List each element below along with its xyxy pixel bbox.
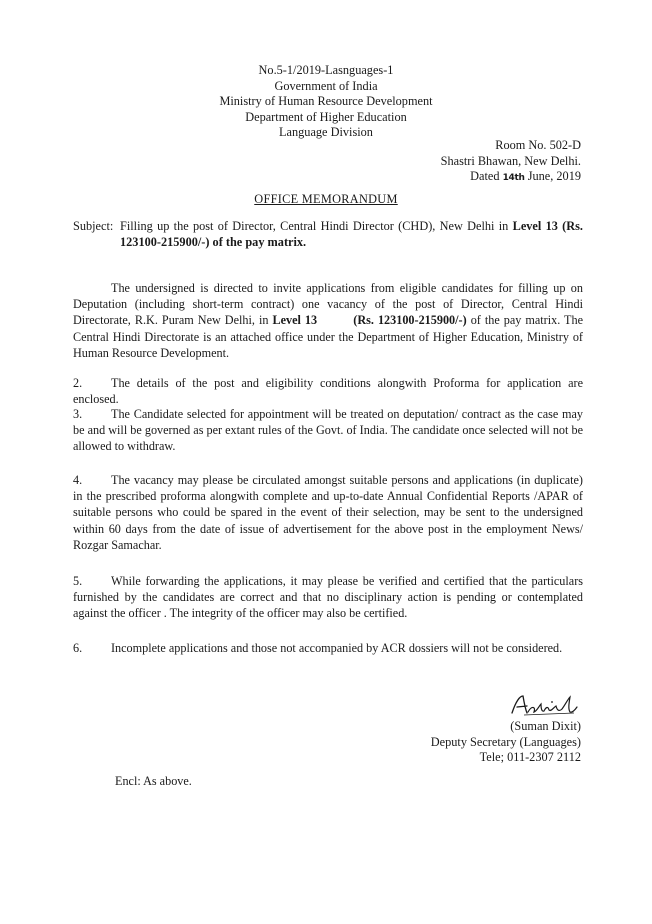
enclosure-note: Encl: As above. [115,774,192,788]
paragraph-3: 3. The Candidate selected for appointment will be treated on deputation/ contract as the case may be and will be governed as per extant rules of the Govt. of India. The candidate once selected will not be allowed to withdraw. [73,407,583,454]
date-line [441,169,581,187]
pay-level: Level 13 [272,313,318,328]
date-prefix: Dated [470,169,500,183]
handwritten-signature [508,693,580,719]
subject-text: Filling up the post of Director, Central Hindi Director (CHD), New Delhi in Level 13 (Rs. 123100-215900/-) of the pay matrix. [120,219,584,249]
paragraph-number: 5. [73,574,83,588]
signatory-block [431,719,581,766]
paragraph-number: 4. [73,473,83,487]
paragraph-4: 4. The vacancy may please be circulated amongst suitable persons and applications (in duplicate) in the prescribed proforma alongwith complete and up-to-date Annual Confidential Reports /APAR of suitable persons who could be spared in the event of their selection, may be sent to the undersigned within 60 days from the date of issue of advertisement for the above post in the employment News/ Rozgar Samachar. [73,473,583,552]
department-name: Department of Higher Education [245,109,407,124]
paragraph-2: 2. The details of the post and eligibility conditions alongwith Proforma for application are enclosed. [73,376,583,407]
subject-label: Subject: [73,219,114,233]
pay-scale: (Rs. 123100-215900/-) [353,313,467,328]
paragraph-5: 5. While forwarding the applications, it may please be verified and certified that the particulars furnished by the candidates are correct and that no disciplinary action is pending or contemplated against the officer . The integrity of the officer may also be certified. [73,574,583,621]
subject-pay-level: Level 13 (Rs. 123100-215900/-) of the pay matrix. [120,219,584,249]
ministry-name: Ministry of Human Resource Development [219,94,433,108]
letterhead [0,63,652,141]
paragraph-number: 2. [73,376,83,390]
paragraph-1: The undersigned is directed to invite applications from eligible candidates for filling up on Deputation (including short-term contract) one vacancy of the post of Director, Central Hindi Directorate, R.K. Puram New Delhi, in Level 13 (Rs. 123100-215900/-) of the pay matrix. The Central Hindi Directorate is an attached office under the Department of Higher Education, Ministry of Human Resource Development. [73,281,583,360]
signatory-designation: Deputy Secretary (Languages) [430,734,581,749]
date-rest: June, 2019 [527,169,581,183]
building-name: Shastri Bhawan, New Delhi. [440,153,581,168]
government-name: Government of India [274,78,378,93]
paragraph-number: 6. [73,641,83,655]
paragraph-number: 3. [73,407,83,421]
date-day: 14th [502,173,525,183]
signatory-phone: Tele; 011-2307 2112 [479,750,581,764]
paragraph-6: 6. Incomplete applications and those not accompanied by ACR dossiers will not be considered. [73,641,563,655]
signatory-name: (Suman Dixit) [510,719,581,733]
file-number: No.5-1/2019-Lasnguages-1 [258,63,394,77]
subject-line [73,218,583,250]
room-number: Room No. 502-D [495,138,581,152]
memo-title: OFFICE MEMORANDUM [254,192,398,206]
division-name: Language Division [279,125,373,139]
office-address [441,138,581,187]
